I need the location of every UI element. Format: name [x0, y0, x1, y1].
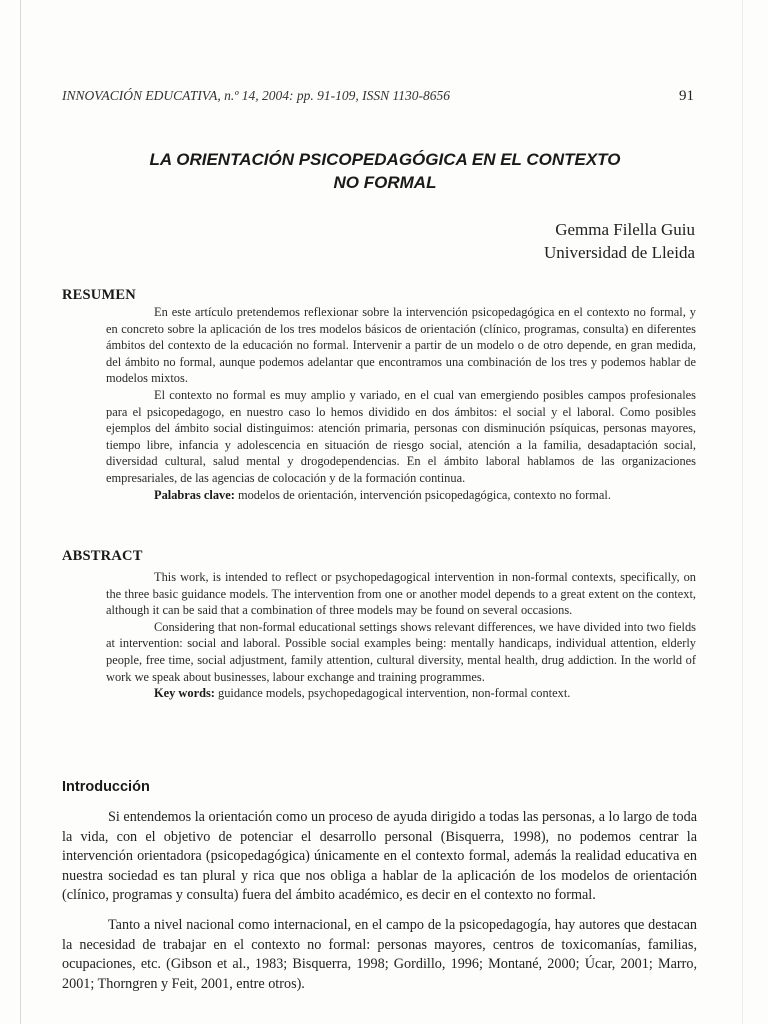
article-title [60, 148, 710, 194]
introduccion-paragraph-1: Si entendemos la orientación como un proceso de ayuda dirigido a todas las personas, a lo largo de toda la vida, con el objetivo de potenciar el desarrollo personal (Bisquerra, 1998), no podemos centrar la intervención orientadora (psicopedagógica) únicamente en el contexto formal, además la realidad educativa en nuestra sociedad es tan plural y rica que nos obliga a hablar de la aplicación de los modelos de orientación (clínico, programas y consulta) fuera del ámbito académico, es decir en el contexto no formal. [62, 809, 697, 904]
resumen-body [106, 304, 696, 503]
abstract-paragraph-2: Considering that non-formal educational settings shows relevant differences, we have divided into two fields at intervention: social and laboral. Possible social examples being: mentally handicaps, individual attention, elderly people, free time, social adjustment, family attention, cultural diversity, mental health, drug addiction. In the world of work we speak about businesses, labour exchange and training programmes. [106, 619, 696, 684]
page-number: 91 [679, 88, 694, 104]
article-title-line-2: NO FORMAL [333, 173, 437, 192]
author-block [544, 218, 695, 264]
resumen-paragraph-1: En este artículo pretendemos reflexionar sobre la intervención psicopedagógica en el contexto no formal, y en concreto sobre la aplicación de los tres modelos básicos de orientación (clínico, programas, consulta) en diferentes ámbitos del contexto de la educación no formal. Intervenir a partir de un modelo o de otro depende, en gran medida, del ámbito no formal, aunque podemos adelantar que encontramos una combinación de los tres y podemos hablar de modelos mixtos. [106, 305, 696, 386]
author-affiliation: Universidad de Lleida [543, 243, 695, 262]
abstract-keywords-label: Key words: [154, 686, 215, 701]
page-right-edge [742, 0, 743, 1024]
abstract-heading: ABSTRACT [62, 548, 143, 564]
abstract-keywords [106, 685, 696, 702]
running-head: INNOVACIÓN EDUCATIVA, n.º 14, 2004: pp. 91-109, ISSN 1130-8656 [62, 88, 451, 103]
abstract-paragraph-1: This work, is intended to reflect or psychopedagogical intervention in non-formal contexts, specifically, on the three basic guidance models. The intervention from one or another model depends to a great extent on the context, although it can be said that a combination of three models may be found on several occasions. [106, 570, 696, 618]
resumen-heading: RESUMEN [62, 287, 136, 303]
resumen-keywords-text: modelos de orientación, intervención psicopedagógica, contexto no formal. [234, 487, 611, 502]
resumen-keywords [106, 487, 696, 504]
resumen-paragraph-2: El contexto no formal es muy amplio y variado, en el cual van emergiendo posibles campos profesionales para el psicopedagogo, en nuestro caso lo hemos dividido en dos ámbitos: el social y el laboral. Como posibles ejemplos del ámbito social distinguimos: atención primaria, personas con disminución psíquicas, personas mayores, tiempo libre, infancia y adolescencia en situación de riesgo social, atención a la familia, desadaptación social, diversidad cultural, salud mental y drogodependencias. En el ámbito laboral hablamos de las organizaciones empresariales, de las agencias de colocación y de la formación continua. [106, 387, 696, 485]
page-binding-edge [20, 0, 21, 1024]
introduccion-body [62, 808, 697, 1004]
introduccion-heading: Introducción [62, 779, 150, 795]
author-name: Gemma Filella Guiu [555, 220, 695, 239]
abstract-body [106, 569, 696, 702]
article-title-line-1: LA ORIENTACIÓN PSICOPEDAGÓGICA EN EL CONTEXTO [149, 150, 621, 169]
abstract-keywords-text: guidance models, psychopedagogical intervention, non-formal context. [214, 686, 571, 701]
introduccion-paragraph-2: Tanto a nivel nacional como internacional, en el campo de la psicopedagogía, hay autores que destacan la necesidad de trabajar en el contexto no formal: personas mayores, centros de toxicomanías, familias, ocupaciones, etc. (Gibson et al., 1983; Bisquerra, 1998; Gordillo, 1996; Montané, 2000; Úcar, 2001; Marro, 2001; Thorngren y Feit, 2001, entre otros). [62, 916, 697, 992]
resumen-keywords-label: Palabras clave: [154, 487, 235, 502]
